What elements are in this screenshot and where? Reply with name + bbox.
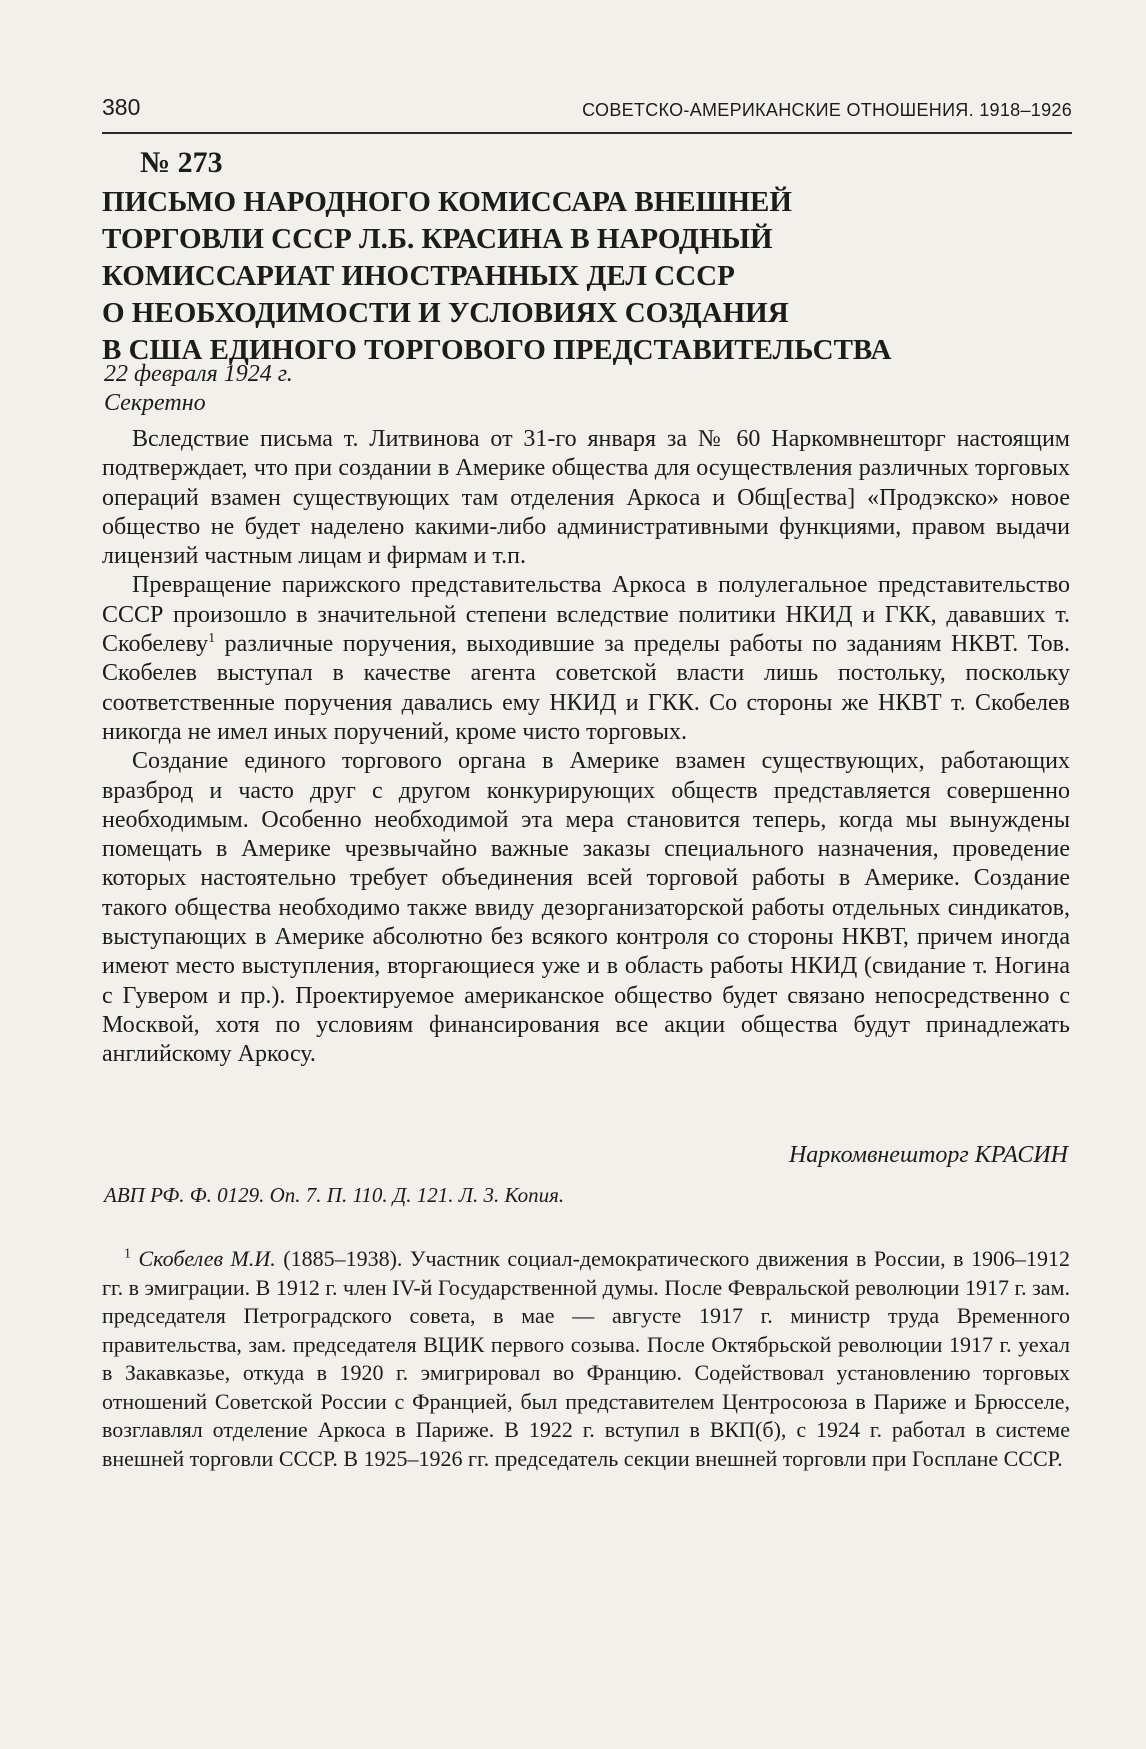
document-number: № 273 bbox=[140, 146, 223, 179]
document-date: 22 февраля 1924 г. bbox=[104, 361, 293, 387]
title-line: ПИСЬМО НАРОДНОГО КОМИССАРА ВНЕШНЕЙ bbox=[102, 186, 792, 218]
page-number: 380 bbox=[102, 94, 141, 120]
paragraph bbox=[102, 571, 1070, 747]
paragraph-text: Превращение парижского представительства Аркоса в полулегальное представительство СССР произошло в значительной степени вследствие политики НКИД и ГКК, дававших т. Скобелеву bbox=[102, 572, 1070, 658]
running-title: СОВЕТСКО-АМЕРИКАНСКИЕ ОТНОШЕНИЯ. 1918–1926 bbox=[582, 100, 1072, 120]
document-title bbox=[102, 184, 1032, 369]
title-line: КОМИССАРИАТ ИНОСТРАННЫХ ДЕЛ СССР bbox=[102, 260, 735, 292]
title-line: О НЕОБХОДИМОСТИ И УСЛОВИЯХ СОЗДАНИЯ bbox=[102, 297, 789, 329]
title-line: ТОРГОВЛИ СССР Л.Б. КРАСИНА В НАРОДНЫЙ bbox=[102, 223, 773, 255]
title-line: В США ЕДИНОГО ТОРГОВОГО ПРЕДСТАВИТЕЛЬСТВА bbox=[102, 334, 892, 366]
page-header bbox=[102, 92, 1072, 134]
footnote-reference[interactable]: 1 bbox=[208, 631, 216, 647]
paragraph-text: различные поручения, выходившие за пределы работы по заданиям НКВТ. Тов. Скобелев выступал в качестве агента советской власти лишь постольку, поскольку соответственные поручения давались ему НКИД и ГКК. Со стороны же НКВТ т. Скобелев никогда не имел иных поручений, кроме чисто торговых. bbox=[102, 631, 1070, 745]
footnote-paragraph bbox=[102, 1245, 1070, 1473]
footnote-marker: 1 bbox=[124, 1246, 131, 1262]
footnote-text: (1885–1938). Участник социал-демократического движения в России, в 1906–1912 гг. в эмиграции. В 1912 г. член IV-й Государственной думы. После Февральской революции 1917 г. зам. председателя Петроградского совета, в мае — августе 1917 г. министр труда Временного правительства, зам. председателя ВЦИК первого созыва. После Октябрьской революции 1917 г. уехал в Закавказье, откуда в 1920 г. эмигрировал во Францию. Содействовал установлению торговых отношений Советской России с Францией, был представителем Центросоюза в Париже и Брюсселе, возглавлял отделение Аркоса в Париже. В 1922 г. вступил в ВКП(б), с 1924 г. работал в системе внешней торговли СССР. В 1925–1926 гг. председатель секции внешней торговли при Госплане СССР. bbox=[102, 1246, 1070, 1471]
letter-body bbox=[102, 425, 1070, 1070]
footnote-person-name: Скобелев М.И. bbox=[138, 1246, 276, 1271]
footnote bbox=[102, 1245, 1070, 1473]
signature: Наркомвнешторг КРАСИН bbox=[788, 1142, 1068, 1168]
classification-mark: Секретно bbox=[104, 390, 206, 416]
paragraph: Вследствие письма т. Литвинова от 31-го января за № 60 Наркомвнешторг настоящим подтверждает, что при создании в Америке общества для осуществления различных торговых операций взамен существующих там отделения Аркоса и Общ[ества] «Продэкско» новое общество не будет наделено какими-либо административными функциями, правом выдачи лицензий частным лицам и фирмам и т.п. bbox=[102, 426, 1070, 570]
dateline bbox=[104, 360, 293, 418]
archive-reference: АВП РФ. Ф. 0129. Оп. 7. П. 110. Д. 121. Л. 3. Копия. bbox=[104, 1183, 565, 1207]
paragraph: Создание единого торгового органа в Америке взамен существующих, работающих вразброд и часто друг с другом конкурирующих обществ представляется совершенно необходимым. Особенно необходимой эта мера становится теперь, когда мы вынуждены помещать в Америке чрезвычайно важные заказы специального назначения, проведение которых настоятельно требует объединения всей торговой работы в Америке. Создание такого общества необходимо также ввиду дезорганизаторской работы отдельных синдикатов, выступающих в Америке абсолютно без всякого контроля со стороны НКВТ, причем иногда имеют место выступления, вторгающиеся уже и в область работы НКИД (свидание т. Ногина с Гувером и пр.). Проектируемое американское общество будет связано непосредственно с Москвой, хотя по условиям финансирования все акции общества будут принадлежать английскому Аркосу. bbox=[102, 748, 1070, 1068]
